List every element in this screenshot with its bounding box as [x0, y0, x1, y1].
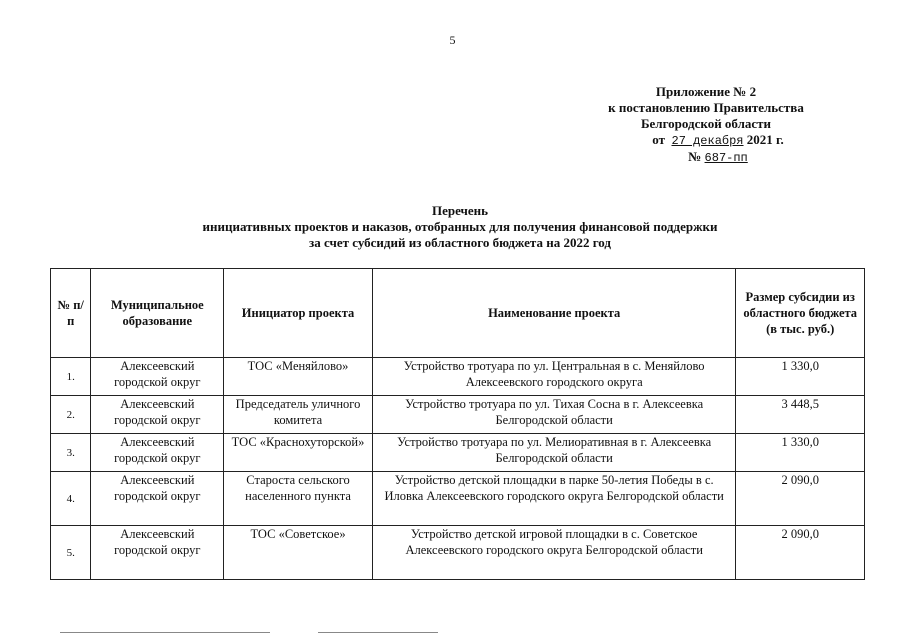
title-line-1: Перечень	[431, 203, 489, 218]
table-row	[51, 396, 865, 434]
row-municipality: Алексеевский городской округ	[91, 472, 224, 526]
appendix-resolution: к постановлению Правительства	[608, 100, 804, 115]
row-initiator: Староста сельского населенного пункта	[224, 472, 373, 526]
row-initiator: Председатель уличного комитета	[224, 396, 373, 434]
row-municipality: Алексеевский городской округ	[91, 396, 224, 434]
header-project: Наименование проекта	[372, 269, 735, 358]
table-row	[51, 526, 865, 580]
row-subsidy: 2 090,0	[736, 526, 865, 580]
table-row	[51, 472, 865, 526]
row-project: Устройство детской площадки в парке 50-летия Победы в с. Иловка Алексеевского городского округа Белгородской области	[372, 472, 735, 526]
date-value: 27 декабря	[671, 134, 744, 148]
table-header-row	[51, 269, 865, 358]
row-municipality: Алексеевский городской округ	[91, 434, 224, 472]
appendix-header	[590, 84, 822, 166]
title-line-2: инициативных проектов и наказов, отобранных для получения финансовой поддержки	[202, 219, 718, 234]
appendix-title: Приложение № 2	[655, 84, 757, 99]
appendix-number	[602, 149, 834, 166]
footer-rule-left	[60, 632, 270, 633]
row-subsidy: 2 090,0	[736, 472, 865, 526]
row-num: 4.	[51, 472, 91, 526]
document-title	[140, 203, 780, 251]
row-project: Устройство тротуара по ул. Тихая Сосна в г. Алексеевка Белгородской области	[372, 396, 735, 434]
row-subsidy: 3 448,5	[736, 396, 865, 434]
row-initiator: ТОС «Краснохуторской»	[224, 434, 373, 472]
header-num: № п/п	[51, 269, 91, 358]
appendix-date	[602, 132, 834, 149]
row-initiator: ТОС «Советское»	[224, 526, 373, 580]
row-num: 5.	[51, 526, 91, 580]
table-row	[51, 434, 865, 472]
row-municipality: Алексеевский городской округ	[91, 526, 224, 580]
page-number: 5	[449, 33, 456, 47]
header-subsidy: Размер субсидии из областного бюджета (в тыс. руб.)	[736, 269, 865, 358]
appendix-region: Белгородской области	[640, 116, 772, 131]
footer-rule-right	[318, 632, 438, 633]
row-num: 1.	[51, 358, 91, 396]
row-municipality: Алексеевский городской округ	[91, 358, 224, 396]
row-subsidy: 1 330,0	[736, 358, 865, 396]
header-initiator: Инициатор проекта	[224, 269, 373, 358]
title-line-3: за счет субсидий из областного бюджета на 2022 год	[309, 235, 611, 250]
row-project: Устройство тротуара по ул. Центральная в с. Меняйлово Алексеевского городского округа	[372, 358, 735, 396]
row-num: 3.	[51, 434, 91, 472]
date-prefix: от	[652, 132, 665, 147]
row-initiator: ТОС «Меняйлово»	[224, 358, 373, 396]
date-suffix: 2021 г.	[746, 132, 784, 147]
row-num: 2.	[51, 396, 91, 434]
projects-table	[50, 268, 865, 580]
row-project: Устройство детской игровой площадки в с. Советское Алексеевского городского округа Белгородской области	[372, 526, 735, 580]
row-project: Устройство тротуара по ул. Мелиоративная в г. Алексеевка Белгородской области	[372, 434, 735, 472]
row-subsidy: 1 330,0	[736, 434, 865, 472]
header-municipality: Муниципальное образование	[91, 269, 224, 358]
table-row	[51, 358, 865, 396]
number-prefix: №	[688, 149, 702, 164]
number-value: 687-пп	[704, 151, 748, 165]
